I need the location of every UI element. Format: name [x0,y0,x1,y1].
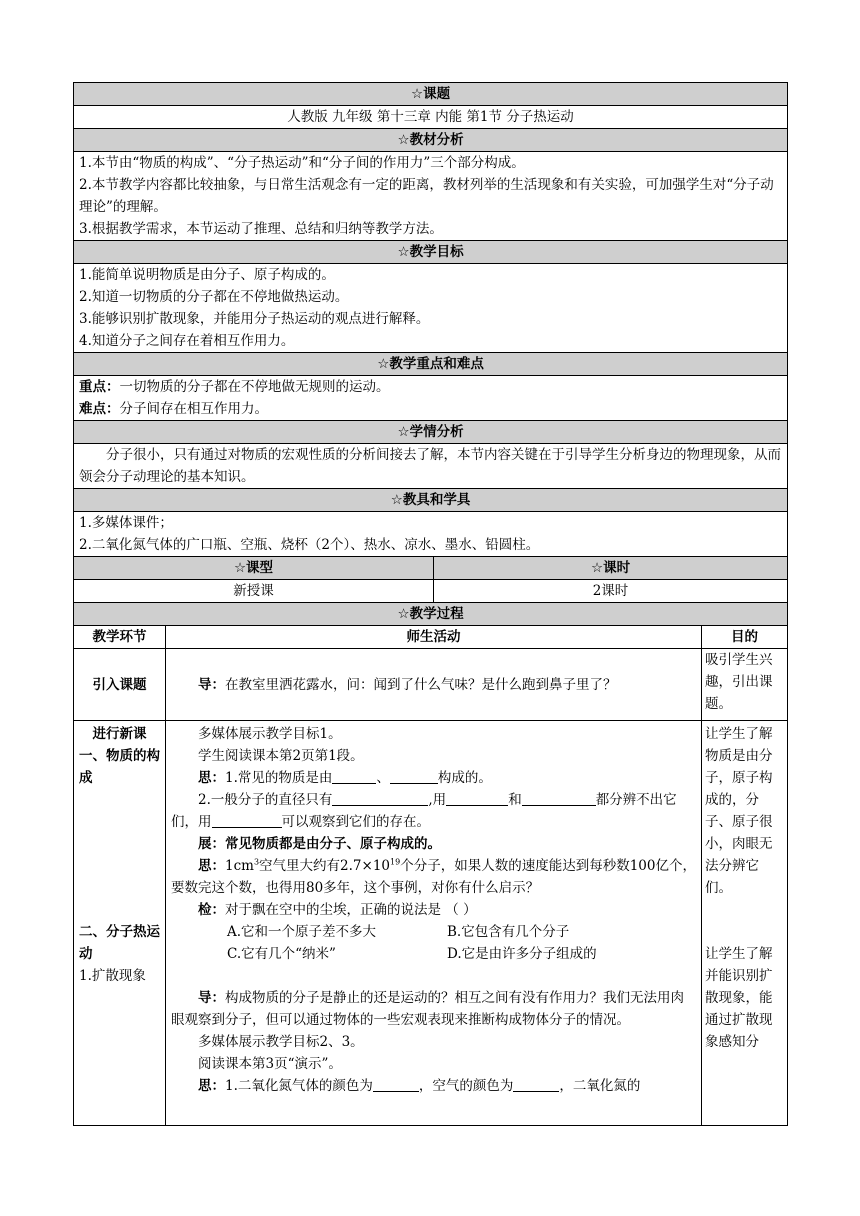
nandian-line [79,398,782,420]
q4-text-a: 1.二氧化氮气体的颜色为 [225,1078,373,1094]
jiaoju-line: 2.二氧化氮气体的广口瓶、空瓶、烧杯（2个）、热水、凉水、墨水、铅圆柱。 [79,537,540,553]
kexing-value: 新授课 [74,580,434,603]
mubiao-line: 4.知道分子之间存在着相互作用力。 [79,333,295,349]
jian-label: 检： [198,902,225,918]
stage-a1: 进行新课 [92,726,147,742]
q1-text-a: 1.常见的物质是由 [225,770,333,786]
answer-blank [446,791,508,806]
lesson-plan-table [73,82,788,1126]
answer-blank [390,769,438,784]
mubiao-line: 3.能够识别扩散现象，并能用分子热运动的观点进行解释。 [79,311,430,327]
purpose-1: 让学生了解物质是由分子，原子构成的，分子、原子很小，肉眼无法分辨它们。 [705,726,773,896]
dao-paragraph [171,987,696,1031]
question-2 [171,789,696,833]
q3-text-a: 1cm [225,858,254,874]
zhongdian-header: ☆教学重点和难点 [74,353,788,376]
q3-text-c: 个分子，如果人数的速度能达到每秒数100亿个，要数完这个数，也得用80多年，这个事例，对你有什么启示？ [171,858,696,896]
q4-text-b: ，空气的颜色为 [418,1078,514,1094]
new-lesson-activity [166,721,702,1126]
dao-text: 构成物质的分子是静止的还是运动的？相互之间有没有作用力？我们无法用肉眼观察到分子，但可以通过物体的一些宏观表现来推断构成物体分子的情况。 [171,990,684,1028]
jiaocai-line: 2.本节教学内容都比较抽象，与日常生活观念有一定的距离，教材列举的生活现象和有关实验，可加强学生对“分子动理论”的理解。 [79,177,774,215]
mubiao-line: 1.能简单说明物质是由分子、原子构成的。 [79,267,335,283]
si-label: 思： [198,770,225,786]
question-4 [171,1075,696,1097]
intro-text: 在教室里洒花露水，问：闻到了什么气味？是什么跑到鼻子里了？ [225,676,617,693]
si-label: 思： [198,1078,225,1094]
check-question [171,899,696,921]
q3-sup: 3 [253,857,260,867]
intro-purpose: 吸引学生兴趣，引出课题。 [702,649,788,721]
q1-text-b: 、 [376,770,390,786]
answer-blank [522,791,596,806]
activity-line: 多媒体展示教学目标2、3。 [198,1034,364,1050]
zhan-line: 展：常见物质都是由分子、原子构成的。 [198,836,441,852]
col-purpose-header: 目的 [702,626,788,649]
check-text: 对于飘在空中的尘埃，正确的说法是 （ ） [225,902,477,918]
keti-content: 人教版 九年级 第十三章 内能 第1节 分子热运动 [74,106,788,129]
question-1 [171,767,696,789]
zhongdian-label: 重点： [79,379,120,395]
options-row-1 [171,921,696,943]
answer-blank [373,1077,419,1092]
jiaoju-line: 1.多媒体课件； [79,515,173,531]
nandian-label: 难点： [79,401,120,417]
col-activity-header: 师生活动 [166,626,702,649]
options-row-2 [171,943,696,965]
q3-sup2: 19 [390,857,401,867]
q2-text-e: 可以观察到它们的存在。 [281,814,430,830]
option-c: C.它有几个“纳米” [227,946,336,962]
option-b: B.它包含有几个分子 [447,924,570,940]
si-label: 思： [198,858,225,874]
nandian-text: 分子间存在相互作用力。 [119,401,268,417]
jiaocai-line: 3.根据教学需求，本节运动了推理、总结和归纳等教学方法。 [79,221,443,237]
stage-b1: 二、分子热运动 [79,924,160,962]
answer-blank [332,769,376,784]
purpose-2: 让学生了解并能识别扩散现象，能通过扩散现象感知分 [705,946,773,1050]
dao-label: 导： [198,990,225,1006]
q1-text-c: 构成的。 [437,770,492,786]
stage-new-lesson [74,721,166,1126]
jiaoju-body [74,512,788,557]
keti-header: ☆课题 [74,83,788,106]
jiaoju-header: ☆教具和学具 [74,489,788,512]
mubiao-body [74,264,788,353]
q4-text-c: ，二氧化氮的 [559,1078,641,1094]
q2-text-d: 都分辨不出它们，用 [171,792,677,830]
dao-label: 导： [198,676,225,693]
stage-intro: 引入课题 [74,649,166,721]
zhongdian-line [79,376,782,398]
activity-line: 学生阅读课本第2页第1段。 [198,748,364,764]
keshi-header: ☆课时 [434,557,788,580]
answer-blank [513,1077,559,1092]
question-3 [171,855,696,899]
activity-line: 多媒体展示教学目标1。 [198,726,342,742]
new-lesson-purpose [702,721,788,1126]
answer-blank [212,813,282,828]
activity-line: 阅读课本第3页“演示”。 [198,1056,342,1072]
option-a: A.它和一个原子差不多大 [227,924,377,940]
stage-b2: 1.扩散现象 [79,968,146,984]
lesson-plan-sheet [73,82,787,1126]
zhongdian-body [74,376,788,421]
intro-activity [166,649,702,721]
q2-text-c: 和 [508,792,522,808]
keshi-value: 2课时 [434,580,788,603]
xueqing-text: 分子很小，只有通过对物质的宏观性质的分析间接去了解，本节内容关键在于引导学生分析身边的物理现象，从而领会分子动理论的基本知识。 [74,444,788,489]
zhongdian-text: 一切物质的分子都在不停地做无规则的运动。 [119,379,390,395]
jiaocai-line: 1.本节由“物质的构成”、“分子热运动”和“分子间的作用力”三个部分构成。 [79,155,525,171]
q3-text-b: 空气里大约有2.7×10 [259,858,391,874]
col-stage-header: 教学环节 [74,626,166,649]
answer-blank [332,791,428,806]
mubiao-header: ☆教学目标 [74,241,788,264]
stage-a2: 一、物质的构成 [79,748,160,786]
option-d: D.它是由许多分子组成的 [447,946,597,962]
q2-text-b: ,用 [428,792,447,808]
q2-text-a: 2.一般分子的直径只有 [198,792,333,808]
xueqing-header: ☆学情分析 [74,421,788,444]
jiaocai-header: ☆教材分析 [74,129,788,152]
jiaocai-body [74,152,788,241]
mubiao-line: 2.知道一切物质的分子都在不停地做热运动。 [79,289,349,305]
kexing-header: ☆课型 [74,557,434,580]
guocheng-header: ☆教学过程 [74,603,788,626]
